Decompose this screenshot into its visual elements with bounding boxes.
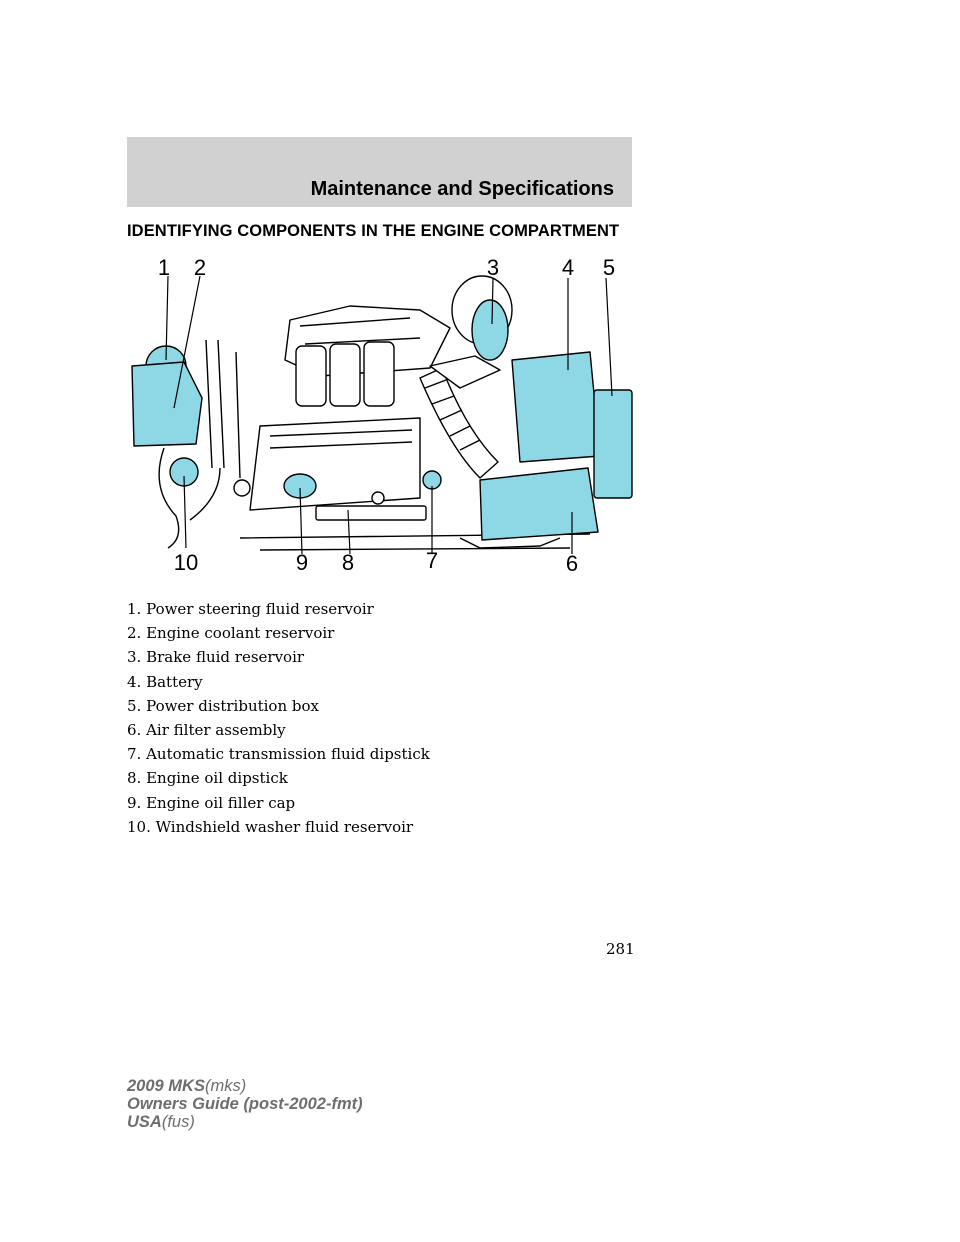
footer-guide: Owners Guide (post-2002-fmt)	[127, 1095, 363, 1113]
section-header-title: Maintenance and Specifications	[310, 178, 614, 200]
legend-item: 5. Power distribution box	[127, 696, 319, 715]
document-footer	[127, 1077, 363, 1131]
legend-item: 4. Battery	[127, 672, 203, 691]
footer-line-market	[127, 1113, 363, 1131]
footer-line-model	[127, 1077, 363, 1095]
legend-item: 9. Engine oil filler cap	[127, 793, 296, 812]
legend-item: 7. Automatic transmission fluid dipstick	[127, 745, 430, 764]
footer-market: USA	[127, 1113, 162, 1131]
callout-1: 1	[157, 255, 171, 280]
page-number: 281	[606, 940, 635, 958]
legend-item: 10. Windshield washer fluid reservoir	[127, 817, 414, 836]
footer-market-code: (fus)	[161, 1113, 195, 1131]
callout-2: 2	[193, 255, 207, 280]
legend-item: 8. Engine oil dipstick	[127, 769, 288, 788]
legend-item: 6. Air filter assembly	[127, 720, 286, 739]
legend-item: 1. Power steering fluid reservoir	[127, 600, 374, 618]
legend-item: 2. Engine coolant reservoir	[127, 624, 335, 643]
callout-10: 10	[173, 550, 199, 575]
callout-8: 8	[341, 550, 355, 575]
footer-line-guide	[127, 1095, 363, 1113]
callout-6: 6	[565, 551, 579, 576]
section-header-band	[127, 137, 632, 207]
engine-compartment-diagram	[120, 248, 650, 584]
callout-9: 9	[295, 550, 309, 575]
callout-4: 4	[561, 255, 575, 280]
callout-3: 3	[486, 255, 500, 280]
legend-item: 3. Brake fluid reservoir	[127, 648, 305, 667]
callout-7: 7	[425, 548, 439, 573]
callout-5: 5	[602, 255, 616, 280]
page-heading: IDENTIFYING COMPONENTS IN THE ENGINE COMPARTMENT	[127, 222, 620, 240]
footer-model: 2009 MKS	[127, 1077, 205, 1095]
component-legend	[127, 597, 430, 839]
footer-model-code: (mks)	[204, 1077, 247, 1095]
